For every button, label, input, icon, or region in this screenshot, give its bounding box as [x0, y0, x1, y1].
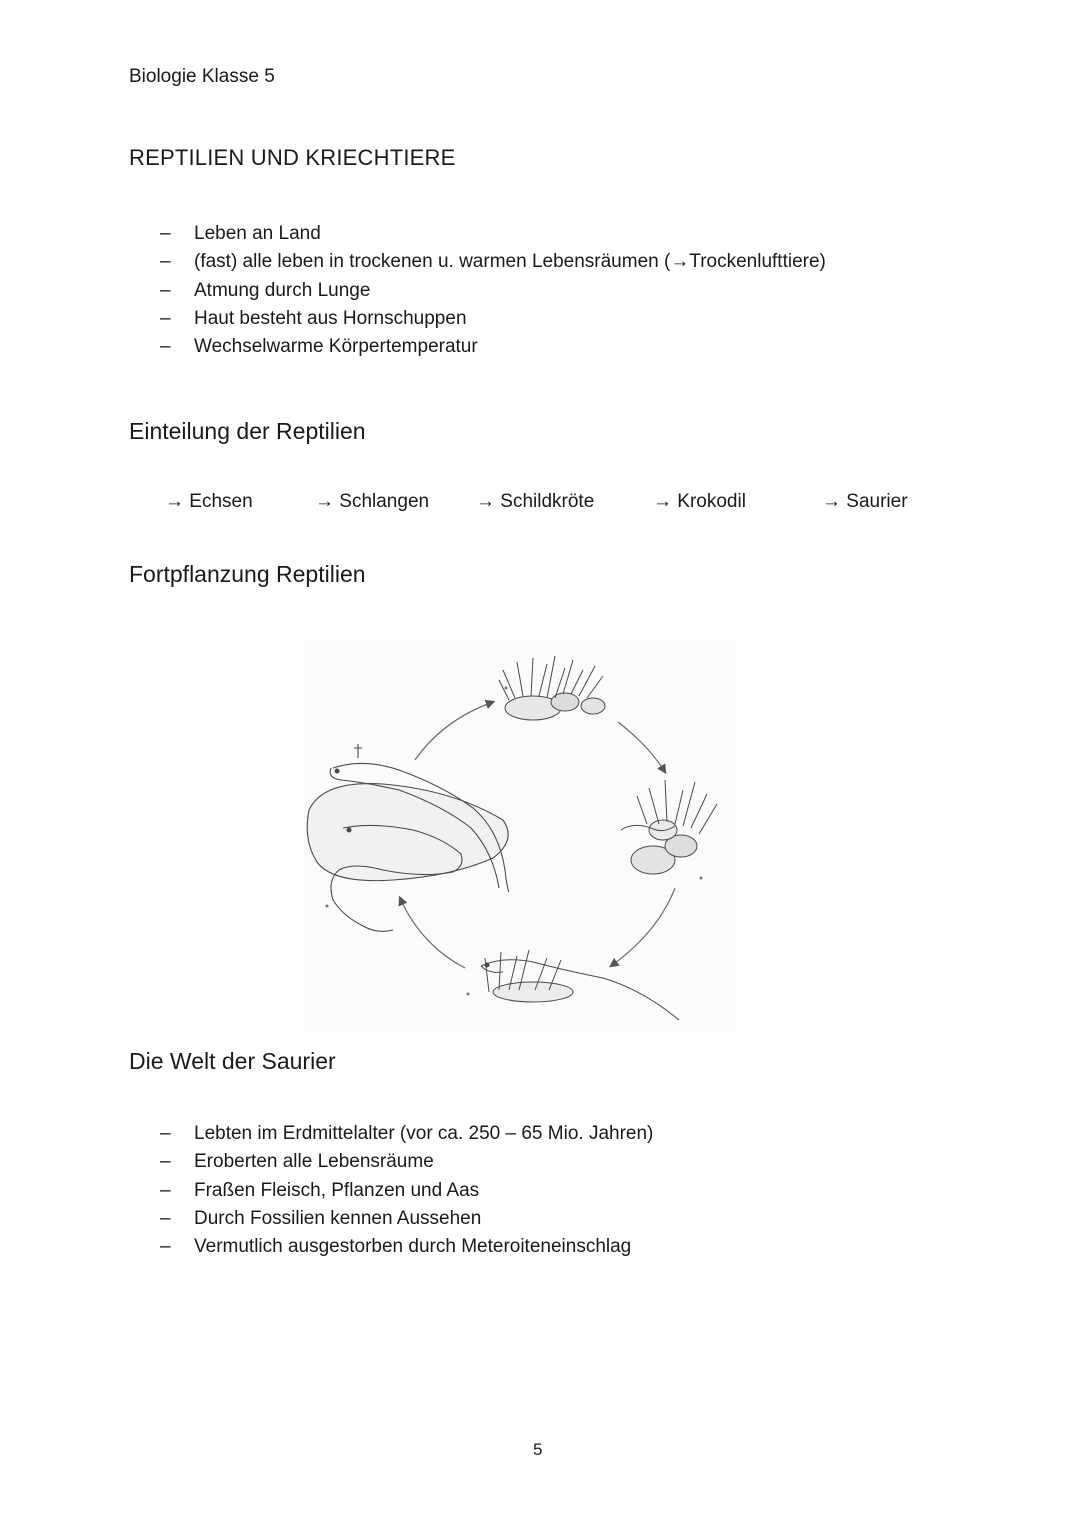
- cycle-arrow: [618, 722, 665, 772]
- list-item-text: Fraßen Fleisch, Pflanzen und Aas: [194, 1179, 480, 1201]
- group-echsen: → Echsen: [165, 491, 253, 512]
- list-item: [160, 1233, 653, 1261]
- list-item-text: Atmung durch Lunge: [194, 279, 371, 301]
- classification-heading: Einteilung der Reptilien: [129, 418, 366, 444]
- list-item: [160, 1205, 653, 1233]
- list-item: [160, 248, 826, 276]
- list-item: [160, 1120, 653, 1148]
- list-item: [160, 305, 826, 333]
- dash-bullet: –: [160, 1236, 171, 1258]
- dash-bullet: –: [160, 307, 171, 329]
- adult-lizards-stage: [307, 744, 509, 931]
- page-header: Biologie Klasse 5: [129, 66, 275, 87]
- dash-bullet: –: [160, 336, 171, 358]
- list-item-text: Durch Fossilien kennen Aussehen: [194, 1207, 482, 1229]
- reproduction-heading: Fortpflanzung Reptilien: [129, 561, 366, 587]
- cycle-arrow: [611, 888, 675, 966]
- list-item: [160, 220, 826, 248]
- list-item-text: (fast) alle leben in trockenen u. warmen Lebensräumen (→Trockenlufttiere): [194, 251, 826, 273]
- group-schildkroete: → Schildkröte: [476, 491, 595, 512]
- page-number: 5: [533, 1440, 543, 1459]
- dash-bullet: –: [160, 251, 171, 273]
- list-item-text: Wechselwarme Körpertemperatur: [194, 336, 478, 358]
- group-schlangen: → Schlangen: [315, 491, 430, 512]
- cycle-arrow: [415, 702, 493, 760]
- list-item: [160, 1148, 653, 1176]
- list-item: [160, 277, 826, 305]
- young-lizard-stage: [481, 950, 679, 1020]
- hatching-stage: [621, 780, 717, 874]
- life-cycle-drawing: [303, 640, 735, 1032]
- group-saurier: → Saurier: [822, 491, 908, 512]
- group-krokodil: → Krokodil: [653, 491, 746, 512]
- dinosaurs-heading: Die Welt der Saurier: [129, 1048, 336, 1074]
- dash-bullet: –: [160, 279, 171, 301]
- page-title: REPTILIEN UND KRIECHTIERE: [129, 145, 456, 170]
- eggs-in-grass-stage: [499, 656, 605, 720]
- list-item-text: Lebten im Erdmittelalter (vor ca. 250 – 65 Mio. Jahren): [194, 1123, 654, 1144]
- list-item-text: Haut besteht aus Hornschuppen: [194, 307, 467, 329]
- cycle-arrow: [400, 898, 465, 968]
- list-item: [160, 1177, 653, 1205]
- dash-bullet: –: [160, 1179, 171, 1201]
- lizard-life-cycle-icon: [303, 640, 735, 1032]
- dash-bullet: –: [160, 223, 171, 244]
- dash-bullet: –: [160, 1123, 171, 1144]
- dash-bullet: –: [160, 1207, 171, 1229]
- dash-bullet: –: [160, 1151, 171, 1173]
- list-item: [160, 333, 826, 361]
- characteristics-list: [160, 220, 826, 361]
- list-item-text: Eroberten alle Lebensräume: [194, 1151, 434, 1173]
- list-item-text: Leben an Land: [194, 223, 321, 244]
- list-item-text: Vermutlich ausgestorben durch Meteroiteneinschlag: [194, 1236, 632, 1258]
- dinosaurs-list: [160, 1120, 653, 1261]
